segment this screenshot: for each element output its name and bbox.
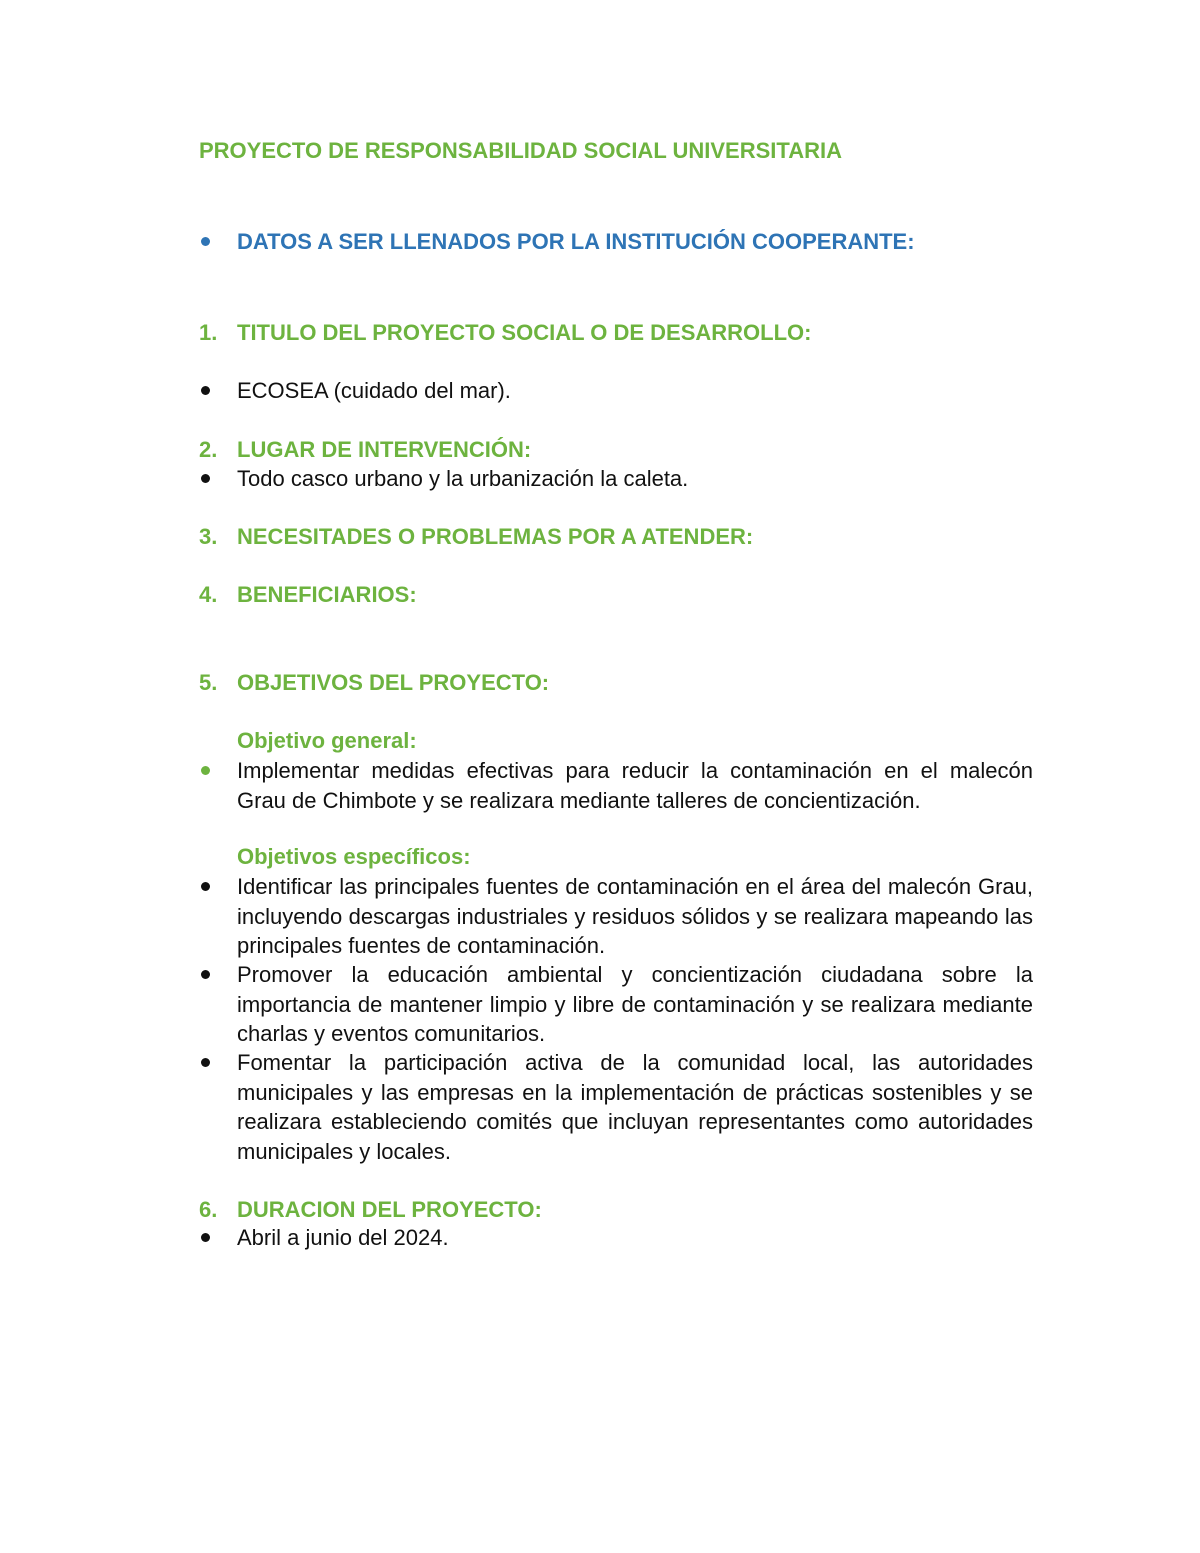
section-number: 4. (199, 582, 218, 607)
section-heading-2 (199, 435, 1033, 465)
general-objective-text: Implementar medidas efectivas para reducir la contaminación en el malecón Grau de Chimbote y se realizara mediante talleres de concientización. (237, 758, 1033, 813)
section-title: OBJETIVOS DEL PROYECTO: (237, 670, 550, 695)
section-number: 5. (199, 670, 218, 695)
section-1-bullet (199, 376, 1033, 406)
section-title: DURACION DEL PROYECTO: (237, 1197, 542, 1222)
bullet-icon (201, 237, 210, 246)
bullet-icon (201, 1058, 210, 1067)
section-2-bullet (199, 464, 1033, 494)
bullet-icon (201, 1233, 210, 1242)
section-title: NECESITADES O PROBLEMAS POR A ATENDER: (237, 524, 754, 549)
specific-objective-text: Identificar las principales fuentes de contaminación en el área del malecón Grau, incluyendo descargas industriales y residuos sólidos y se realizara mapeando las principales fuentes de contaminación. (237, 874, 1033, 958)
section-6-bullet (199, 1223, 1033, 1253)
specific-objective-3 (199, 1048, 1033, 1166)
section-number: 2. (199, 437, 218, 462)
bullet-icon (201, 970, 210, 979)
bullet-icon (201, 766, 210, 775)
section-heading-6 (199, 1195, 1033, 1225)
bullet-text: Todo casco urbano y la urbanización la caleta. (237, 466, 689, 491)
bullet-icon (201, 474, 210, 483)
bullet-icon (201, 386, 210, 395)
specific-objective-2 (199, 960, 1033, 1049)
section-heading-1 (199, 318, 1033, 348)
section-number: 3. (199, 524, 218, 549)
section-number: 6. (199, 1197, 218, 1222)
bullet-text: Abril a junio del 2024. (237, 1225, 449, 1250)
bullet-icon (201, 882, 210, 891)
intro-heading: DATOS A SER LLENADOS POR LA INSTITUCIÓN COOPERANTE: (237, 229, 915, 254)
section-heading-3 (199, 522, 1033, 552)
specific-objective-text: Promover la educación ambiental y concientización ciudadana sobre la importancia de mantener limpio y libre de contaminación y se realizara mediante charlas y eventos comunitarios. (237, 962, 1033, 1046)
section-number: 1. (199, 320, 218, 345)
section-heading-5 (199, 668, 1033, 698)
specific-objective-text: Fomentar la participación activa de la comunidad local, las autoridades municipales y las empresas en la implementación de prácticas sostenibles y se realizara estableciendo comités que incluyan representantes como autoridades municipales y locales. (237, 1050, 1033, 1164)
general-objective-label: Objetivo general: (237, 728, 417, 753)
specific-objectives-label: Objetivos específicos: (237, 844, 471, 869)
section-title: BENEFICIARIOS: (237, 582, 417, 607)
document-title: PROYECTO DE RESPONSABILIDAD SOCIAL UNIVERSITARIA (199, 138, 842, 163)
bullet-text: ECOSEA (cuidado del mar). (237, 378, 511, 403)
section-title: LUGAR DE INTERVENCIÓN: (237, 437, 532, 462)
intro-heading-item (199, 227, 1033, 257)
section-title: TITULO DEL PROYECTO SOCIAL O DE DESARROLLO: (237, 320, 812, 345)
general-objective-item (199, 756, 1033, 815)
section-heading-4 (199, 580, 1033, 610)
specific-objective-1 (199, 872, 1033, 961)
